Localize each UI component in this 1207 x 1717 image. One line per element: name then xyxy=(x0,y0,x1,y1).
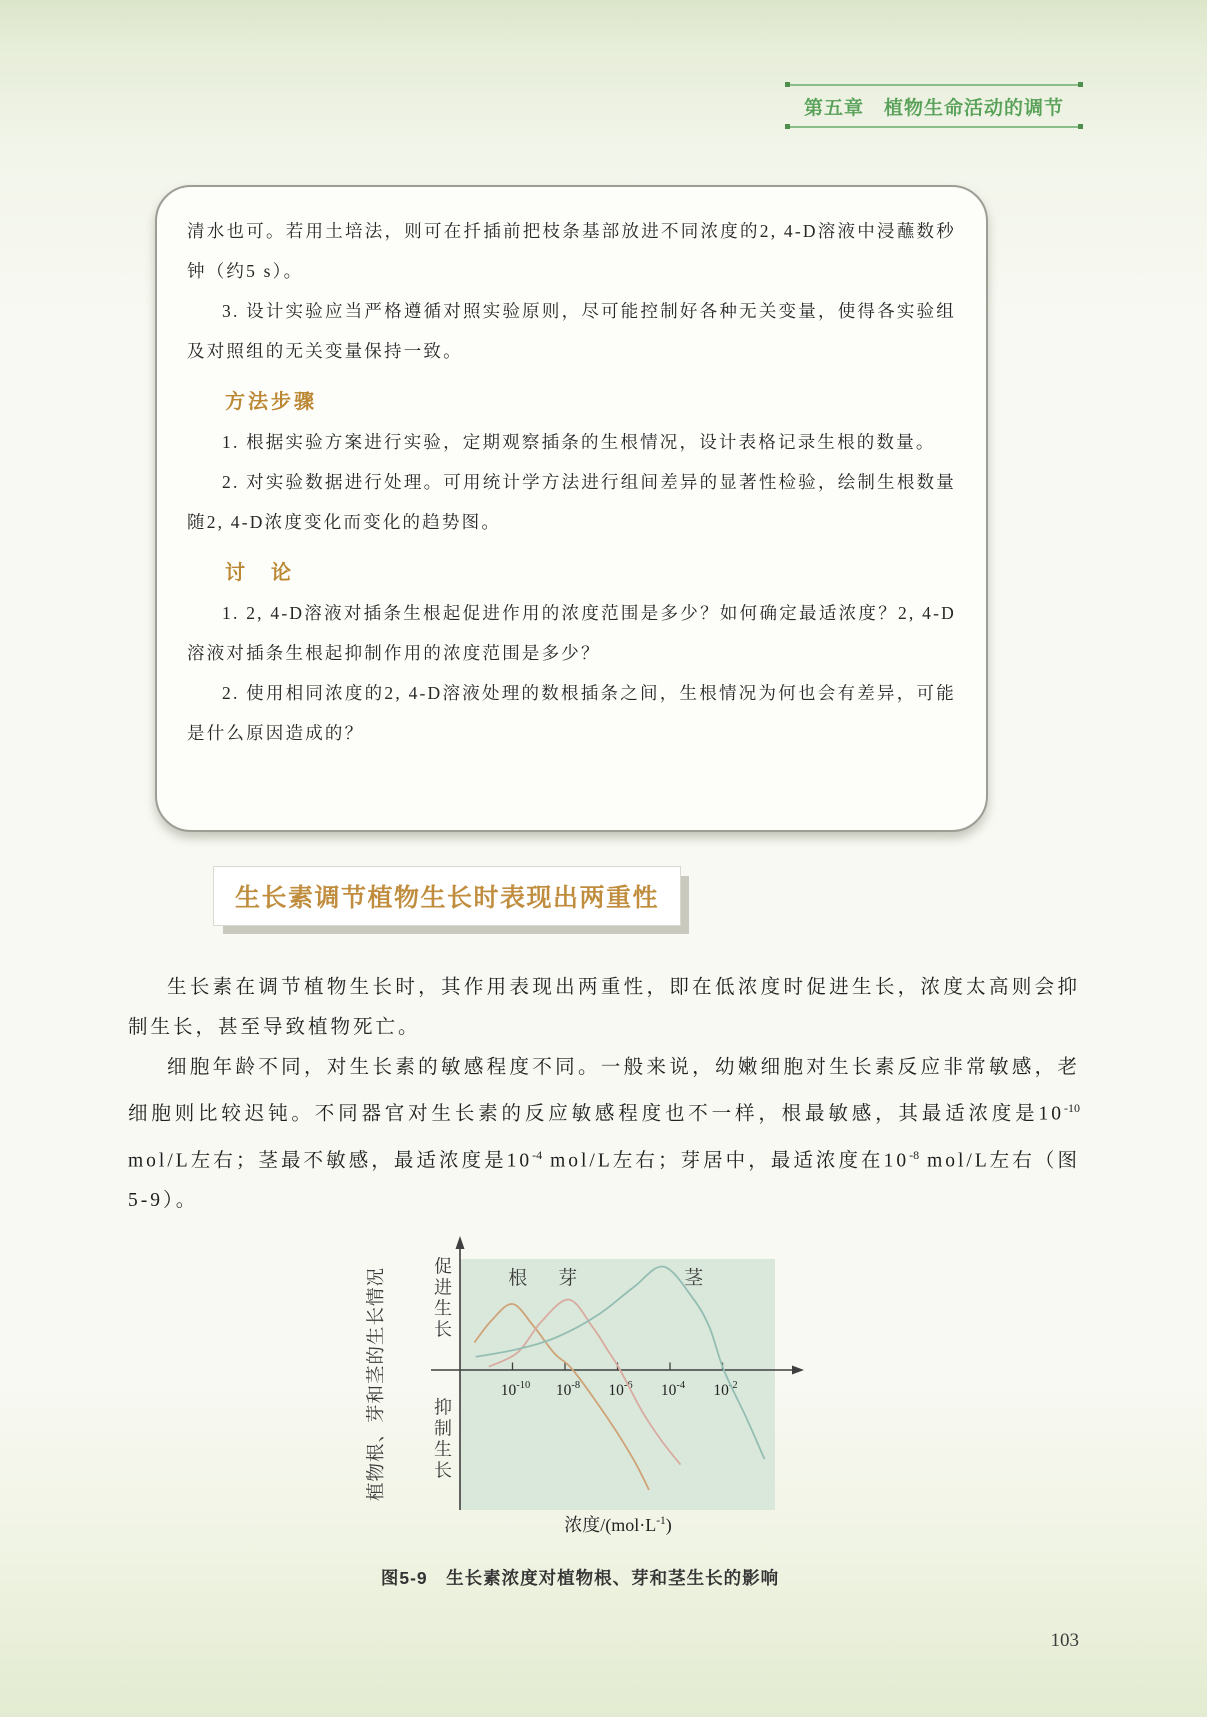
curve-label-stem: 茎 xyxy=(684,1268,704,1290)
x-tick-label: $10^{-2}$ xyxy=(713,1380,738,1399)
header-rule-top xyxy=(788,84,1080,86)
method-step-2: 2. 对实验数据进行处理。可用统计学方法进行组间差异的显著性检验，绘制生根数量随2, 4-D浓度变化而变化的趋势图。 xyxy=(187,472,956,532)
discussion-heading: 讨 论 xyxy=(225,562,294,584)
section-title-plate xyxy=(213,866,681,926)
p2-seg2: mol/L左右；茎最不敏感，最适浓度是10 xyxy=(128,1150,533,1171)
y-axis-arrow xyxy=(456,1236,465,1249)
inhibit-growth-label: 抑制生长 xyxy=(434,1397,452,1481)
box-paragraph-3: 3. 设计实验应当严格遵循对照实验原则，尽可能控制好各种无关变量，使得各实验组及对照组的无关变量保持一致。 xyxy=(187,301,956,361)
body-paragraph-2 xyxy=(128,1048,1080,1221)
body-paragraph-1: 生长素在调节植物生长时，其作用表现出两重性，即在低浓度时促进生长，浓度太高则会抑制生长，甚至导致植物死亡。 xyxy=(128,977,1080,1038)
discussion-item-1: 1. 2, 4-D溶液对插条生根起促进作用的浓度范围是多少？如何确定最适浓度？2, 4-D溶液对插条生根起抑制作用的浓度范围是多少？ xyxy=(187,603,956,663)
figure-5-9-chart xyxy=(355,1232,815,1540)
body-text xyxy=(128,968,1080,1221)
header-rule-bottom xyxy=(788,126,1080,128)
x-tick-label: $10^{-4}$ xyxy=(660,1380,686,1399)
x-axis-arrow xyxy=(792,1366,804,1375)
box-paragraph-continuation: 清水也可。若用土培法，则可在扦插前把枝条基部放进不同浓度的2, 4-D溶液中浸蘸数秒钟（约5 s）。 xyxy=(187,221,956,281)
p2-exp1: -10 xyxy=(1064,1101,1080,1115)
p2-exp3: -8 xyxy=(909,1147,920,1162)
x-tick-label: $10^{-6}$ xyxy=(608,1380,633,1399)
promote-growth-label: 促进生长 xyxy=(434,1256,452,1340)
p2-seg1: 细胞年龄不同，对生长素的敏感程度不同。一般来说，幼嫩细胞对生长素反应非常敏感，老细胞则比较迟钝。不同器官对生长素的反应敏感程度也不一样，根最敏感，其最适浓度是10 xyxy=(128,1057,1080,1125)
discussion-item-2: 2. 使用相同浓度的2, 4-D溶液处理的数根插条之间，生根情况为何也会有差异，可能是什么原因造成的？ xyxy=(187,683,956,743)
method-steps-heading: 方法步骤 xyxy=(225,391,317,413)
x-tick-label: $10^{-8}$ xyxy=(555,1380,581,1399)
figure-caption: 图5-9 生长素浓度对植物根、芽和茎生长的影响 xyxy=(380,1568,780,1588)
x-tick-label: $10^{-10}$ xyxy=(500,1380,531,1399)
chapter-header xyxy=(788,84,1080,128)
section-title-text: 生长素调节植物生长时表现出两重性 xyxy=(234,884,659,912)
chapter-title: 第五章 植物生命活动的调节 xyxy=(803,98,1064,119)
p2-exp2: -4 xyxy=(532,1147,543,1162)
curve-label-bud: 芽 xyxy=(558,1268,578,1290)
x-axis-label: 浓度$/(mol\cdot L^{-1})$ xyxy=(564,1515,672,1535)
p2-seg3: mol/L左右；芽居中，最适浓度在10 xyxy=(542,1150,910,1171)
y-axis-label: 植物根、芽和茎的生长情况 xyxy=(365,1266,386,1502)
p2-seg4: mol/L左右（图5-9）。 xyxy=(128,1150,1080,1211)
page-number: 103 xyxy=(1050,1630,1079,1651)
curve-label-root: 根 xyxy=(508,1268,528,1290)
method-step-1: 1. 根据实验方案进行实验，定期观察插条的生根情况，设计表格记录生根的数量。 xyxy=(222,432,936,452)
activity-box xyxy=(155,185,988,832)
